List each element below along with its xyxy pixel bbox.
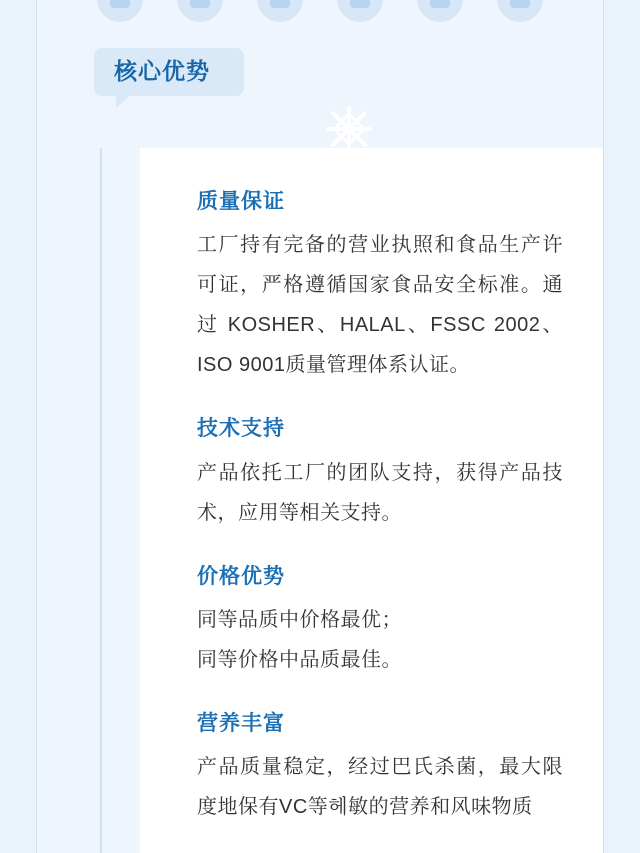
- icon-3: [257, 0, 303, 22]
- advantage-title: 营养丰富: [197, 711, 285, 735]
- heading-title: 核心优势: [114, 58, 210, 84]
- advantage-title: 技术支持: [197, 417, 285, 441]
- advantage-item-nutrition: [197, 710, 563, 827]
- heading-bubble: [94, 48, 244, 96]
- icon-2: [177, 0, 223, 22]
- icon-5: [417, 0, 463, 22]
- advantage-title: 质量保证: [197, 190, 285, 213]
- advantages-list: [100, 148, 563, 853]
- advantage-item-tech-support: [197, 415, 563, 532]
- advantage-item-price: [197, 563, 563, 680]
- advantage-item-quality: [197, 188, 563, 385]
- section-heading: [94, 48, 354, 128]
- advantage-body-line: 同等价格中品质最佳。: [197, 648, 402, 671]
- icon-6: [497, 0, 543, 22]
- right-edge-rule: [603, 0, 604, 853]
- icon-1: [97, 0, 143, 22]
- advantages-panel: [140, 148, 603, 853]
- advantage-title: 价格优势: [197, 564, 285, 588]
- advantage-body: [197, 600, 563, 680]
- advantage-body: 产品依托工厂的团队支持，获得产品技术，应用等相关支持。: [197, 461, 563, 524]
- top-icon-row: [97, 0, 543, 10]
- icon-4: [337, 0, 383, 22]
- bubble-tail: [116, 94, 132, 108]
- advantage-body: 产品质量稳定，经过巴氏杀菌，最大限度地保有VC等헤敏的营养和风味物质: [197, 756, 563, 819]
- content-card: [37, 0, 603, 853]
- advantage-body: 工厂持有完备的营业执照和食品生产许可证，严格遵循国家食品安全标准。通过 KOSHER、HALAL、FSSC 2002、ISO 9001质量管理体系认证。: [197, 234, 563, 377]
- advantage-body-line: 同等品质中价格最优；: [197, 608, 402, 631]
